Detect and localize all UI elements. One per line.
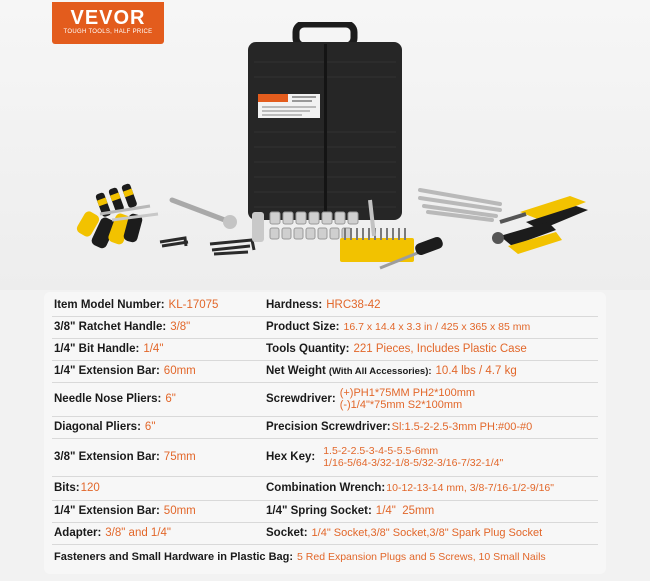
spec-label: Screwdriver: bbox=[266, 393, 336, 405]
product-photo-area bbox=[0, 0, 650, 290]
spec-label: Hardness: bbox=[266, 299, 323, 311]
spec-label: Adapter: bbox=[54, 527, 102, 539]
spec-label: Combination Wrench: bbox=[266, 482, 386, 494]
spec-value: 3/8" and 1/4" bbox=[105, 527, 171, 539]
spec-row bbox=[52, 316, 598, 339]
spec-value: 6" bbox=[144, 421, 156, 433]
spec-screwdriver bbox=[266, 382, 475, 416]
spec-extension-bar-75 bbox=[54, 438, 196, 476]
spec-value: Sl:1.5-2-2.5-3mm PH:#00-#0 bbox=[391, 421, 533, 433]
spec-needle-nose-pliers bbox=[54, 382, 176, 416]
logo-brand: VEVOR bbox=[70, 7, 146, 29]
spec-socket bbox=[266, 522, 542, 544]
spec-extension-bar-50 bbox=[54, 500, 196, 522]
spec-adapter bbox=[54, 522, 171, 544]
spec-label: Net Weight bbox=[266, 365, 326, 377]
spec-precision-screwdriver bbox=[266, 416, 532, 438]
spec-row bbox=[52, 476, 598, 501]
spec-row bbox=[52, 382, 598, 417]
spec-row bbox=[52, 522, 598, 545]
spec-spring-socket bbox=[266, 500, 434, 522]
spec-row bbox=[52, 500, 598, 523]
spec-label: Hex Key: bbox=[266, 451, 316, 463]
spec-value: 1/4" bbox=[143, 343, 164, 355]
spec-label: 1/4" Extension Bar: bbox=[54, 505, 160, 517]
spec-value: 50mm bbox=[163, 505, 196, 517]
spec-value: KL-17075 bbox=[168, 299, 219, 311]
spec-label: Product Size: bbox=[266, 321, 340, 333]
spec-label: Tools Quantity: bbox=[266, 343, 350, 355]
spec-label: 1/4" Spring Socket: bbox=[266, 505, 372, 517]
spec-hardness bbox=[266, 294, 381, 316]
spec-row bbox=[52, 294, 598, 317]
spec-bits bbox=[54, 476, 100, 500]
spec-value: HRC38-42 bbox=[326, 299, 381, 311]
spec-label: Item Model Number: bbox=[54, 299, 165, 311]
spec-value: 10.4 lbs / 4.7 kg bbox=[435, 365, 517, 377]
spec-value: 120 bbox=[80, 482, 100, 494]
logo-tagline: TOUGH TOOLS, HALF PRICE bbox=[63, 29, 153, 35]
spec-label: Needle Nose Pliers: bbox=[54, 393, 162, 405]
spec-net-weight bbox=[266, 360, 517, 382]
spec-tools-quantity bbox=[266, 338, 527, 360]
spec-label: 1/4" Extension Bar: bbox=[54, 365, 160, 377]
spec-value-line: (-)1/4"*75mm S2*100mm bbox=[339, 399, 463, 411]
spec-row bbox=[52, 416, 598, 439]
spec-value-line: 1/16-5/64-3/32-1/8-5/32-3/16-7/32-1/4" bbox=[323, 457, 504, 469]
spec-value: 60mm bbox=[163, 365, 196, 377]
spec-value-line: 1.5-2-2.5-3-4-5-5.5-6mm bbox=[323, 445, 439, 457]
spec-hex-key bbox=[266, 438, 503, 476]
spec-value: 3/8" bbox=[170, 321, 191, 333]
spec-label: Diagonal Pliers: bbox=[54, 421, 141, 433]
spec-item-model-number bbox=[54, 294, 218, 316]
spec-value: 1/4" 25mm bbox=[375, 505, 435, 517]
tools-spread-image bbox=[0, 0, 650, 290]
spec-diagonal-pliers bbox=[54, 416, 155, 438]
spec-value bbox=[323, 445, 503, 469]
spec-product-size bbox=[266, 316, 530, 338]
spec-label: 1/4" Bit Handle: bbox=[54, 343, 140, 355]
spec-fasteners bbox=[54, 544, 546, 570]
spec-label: 3/8" Extension Bar: bbox=[54, 451, 160, 463]
spec-value-line: (+)PH1*75MM PH2*100mm bbox=[339, 387, 476, 399]
spec-bit-handle bbox=[54, 338, 163, 360]
spec-value: 6" bbox=[165, 393, 176, 405]
spec-value: 5 Red Expansion Plugs and 5 Screws, 10 Small Nails bbox=[297, 551, 546, 563]
spec-combination-wrench bbox=[266, 476, 554, 500]
spec-row bbox=[52, 438, 598, 477]
spec-extension-bar-60 bbox=[54, 360, 196, 382]
spec-label: Precision Screwdriver: bbox=[266, 421, 391, 433]
spec-value: 75mm bbox=[163, 451, 196, 463]
spec-value: 221 Pieces, Includes Plastic Case bbox=[353, 343, 527, 355]
spec-value: 1/4" Socket,3/8" Socket,3/8" Spark Plug Socket bbox=[311, 527, 543, 539]
spec-value bbox=[340, 387, 475, 411]
spec-label: Socket: bbox=[266, 527, 308, 539]
spec-label: Bits: bbox=[54, 482, 80, 494]
spec-label-note: (With All Accessories): bbox=[328, 365, 432, 377]
spec-value: 10-12-13-14 mm, 3/8-7/16-1/2-9/16" bbox=[386, 482, 554, 494]
spec-value: 16.7 x 14.4 x 3.3 in / 425 x 365 x 85 mm bbox=[343, 321, 531, 333]
spec-label: Fasteners and Small Hardware in Plastic Bag: bbox=[54, 551, 294, 563]
spec-ratchet-handle bbox=[54, 316, 190, 338]
spec-label: 3/8" Ratchet Handle: bbox=[54, 321, 167, 333]
spec-row bbox=[52, 544, 598, 570]
spec-row bbox=[52, 338, 598, 361]
spec-row bbox=[52, 360, 598, 383]
